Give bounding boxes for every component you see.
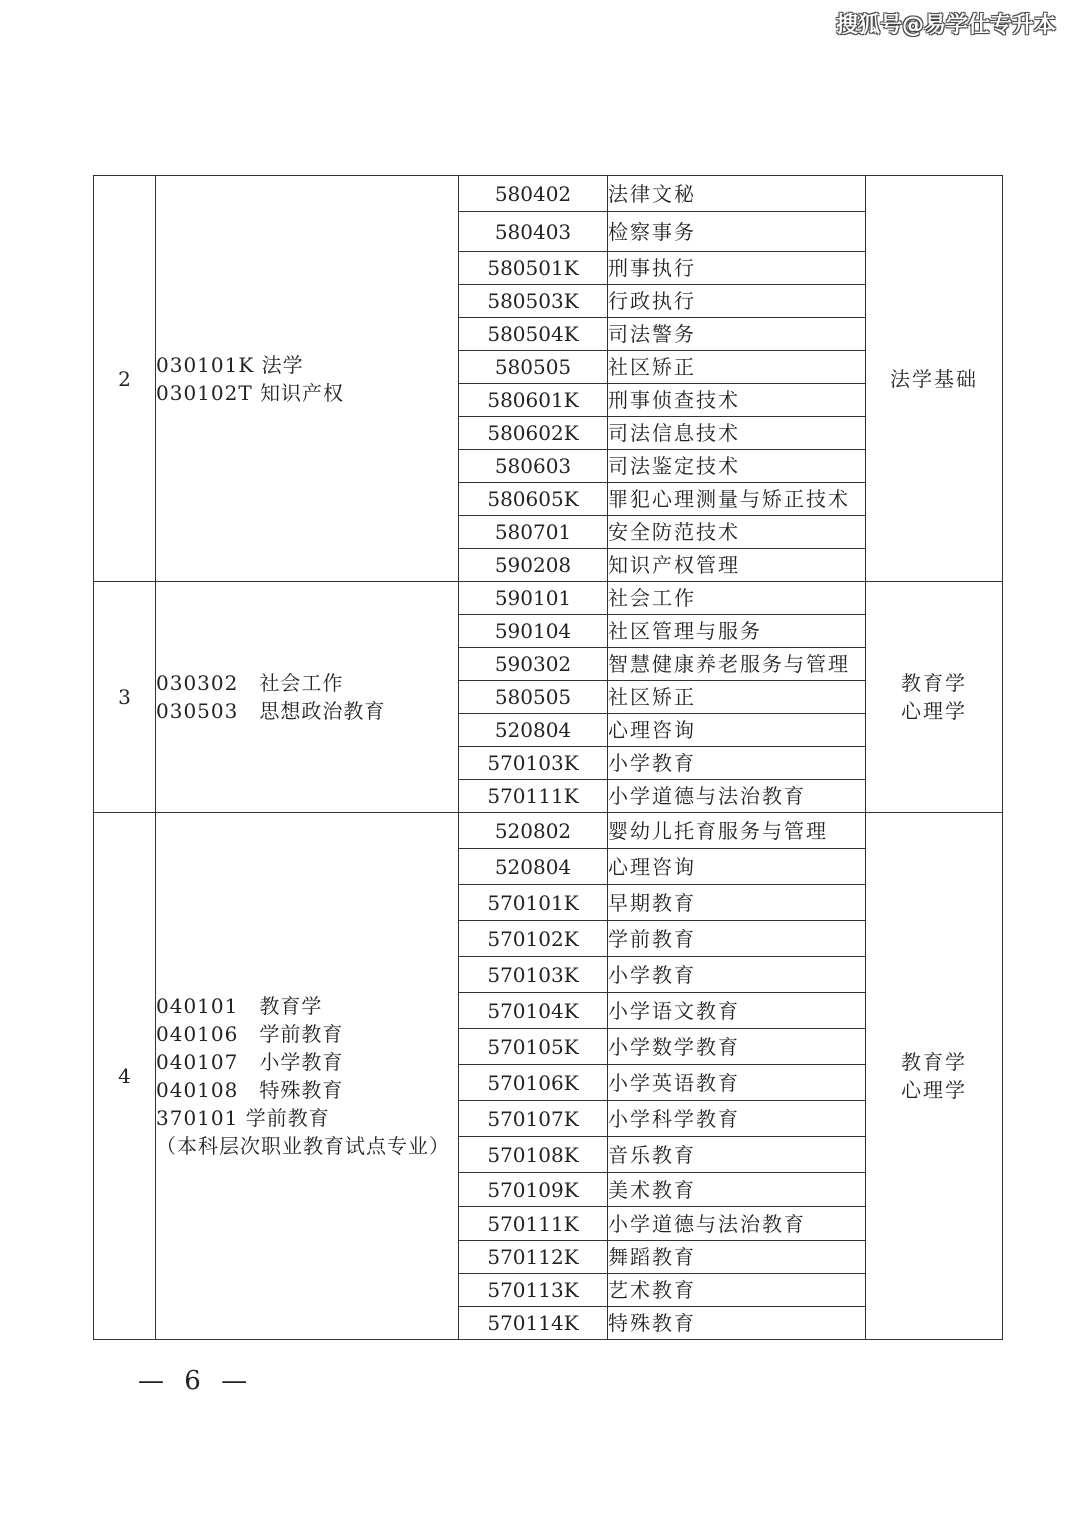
page-number: — 6 — <box>138 1366 254 1396</box>
vocational-major-code: 580503K <box>459 285 608 318</box>
vocational-major-code: 580603 <box>459 450 608 483</box>
subject-line: 心理学 <box>901 1078 967 1102</box>
table-row <box>94 813 1003 849</box>
vocational-major-name: 智慧健康养老服务与管理 <box>608 648 866 681</box>
vocational-major-code: 570112K <box>459 1241 608 1274</box>
major-line: （本科层次职业教育试点专业） <box>156 1134 450 1158</box>
vocational-major-name: 小学教育 <box>608 747 866 780</box>
vocational-major-name: 心理咨询 <box>608 714 866 747</box>
exam-subject <box>866 582 1003 813</box>
vocational-major-code: 580601K <box>459 384 608 417</box>
vocational-major-code: 580701 <box>459 516 608 549</box>
vocational-major-name: 刑事执行 <box>608 252 866 285</box>
undergraduate-majors <box>156 176 459 582</box>
vocational-major-code: 570109K <box>459 1173 608 1207</box>
vocational-major-name: 小学道德与法治教育 <box>608 780 866 813</box>
vocational-major-code: 580504K <box>459 318 608 351</box>
vocational-major-name: 法律文秘 <box>608 176 866 212</box>
subject-line: 教育学 <box>901 671 967 695</box>
major-line: 030101K 法学 <box>156 352 304 377</box>
group-number: 2 <box>94 176 156 582</box>
subject-line: 法学基础 <box>890 366 978 391</box>
major-line: 030102T 知识产权 <box>156 380 345 405</box>
vocational-major-code: 580505 <box>459 681 608 714</box>
vocational-major-code: 570103K <box>459 747 608 780</box>
vocational-major-name: 社区管理与服务 <box>608 615 866 648</box>
vocational-major-code: 570114K <box>459 1307 608 1340</box>
major-line: 370101 学前教育 <box>156 1106 330 1130</box>
vocational-major-code: 570111K <box>459 1207 608 1241</box>
vocational-major-name: 音乐教育 <box>608 1137 866 1173</box>
vocational-major-code: 590104 <box>459 615 608 648</box>
vocational-major-name: 小学科学教育 <box>608 1101 866 1137</box>
undergraduate-majors <box>156 813 459 1340</box>
vocational-major-name: 婴幼儿托育服务与管理 <box>608 813 866 849</box>
major-line: 030503 思想政治教育 <box>156 699 386 723</box>
vocational-major-name: 罪犯心理测量与矫正技术 <box>608 483 866 516</box>
vocational-major-code: 580605K <box>459 483 608 516</box>
vocational-major-name: 社会工作 <box>608 582 866 615</box>
vocational-major-code: 570101K <box>459 885 608 921</box>
vocational-major-name: 艺术教育 <box>608 1274 866 1307</box>
vocational-major-code: 580505 <box>459 351 608 384</box>
vocational-major-name: 早期教育 <box>608 885 866 921</box>
vocational-major-code: 590208 <box>459 549 608 582</box>
vocational-major-name: 知识产权管理 <box>608 549 866 582</box>
subject-line: 教育学 <box>901 1050 967 1074</box>
subject-line: 心理学 <box>901 699 967 723</box>
vocational-major-code: 520802 <box>459 813 608 849</box>
vocational-major-code: 570113K <box>459 1274 608 1307</box>
vocational-major-name: 检察事务 <box>608 212 866 252</box>
vocational-major-name: 司法信息技术 <box>608 417 866 450</box>
vocational-major-name: 舞蹈教育 <box>608 1241 866 1274</box>
table-row <box>94 176 1003 212</box>
vocational-major-name: 社区矫正 <box>608 351 866 384</box>
watermark: 搜狐号@易学仕专升本 <box>835 13 1056 38</box>
vocational-major-name: 司法警务 <box>608 318 866 351</box>
exam-subject <box>866 813 1003 1340</box>
major-mapping-table <box>93 175 1003 1340</box>
vocational-major-name: 小学英语教育 <box>608 1065 866 1101</box>
vocational-major-code: 570108K <box>459 1137 608 1173</box>
vocational-major-name: 心理咨询 <box>608 849 866 885</box>
vocational-major-name: 行政执行 <box>608 285 866 318</box>
vocational-major-name: 小学教育 <box>608 957 866 993</box>
vocational-major-code: 570104K <box>459 993 608 1029</box>
vocational-major-name: 学前教育 <box>608 921 866 957</box>
vocational-major-name: 美术教育 <box>608 1173 866 1207</box>
vocational-major-name: 刑事侦查技术 <box>608 384 866 417</box>
table-row <box>94 582 1003 615</box>
vocational-major-name: 社区矫正 <box>608 681 866 714</box>
vocational-major-code: 580403 <box>459 212 608 252</box>
vocational-major-code: 570102K <box>459 921 608 957</box>
exam-subject <box>866 176 1003 582</box>
vocational-major-code: 520804 <box>459 714 608 747</box>
vocational-major-code: 570107K <box>459 1101 608 1137</box>
group-number: 3 <box>94 582 156 813</box>
vocational-major-code: 580602K <box>459 417 608 450</box>
undergraduate-majors <box>156 582 459 813</box>
vocational-major-name: 小学数学教育 <box>608 1029 866 1065</box>
major-line: 040106 学前教育 <box>156 1022 344 1046</box>
vocational-major-code: 590302 <box>459 648 608 681</box>
major-line: 040107 小学教育 <box>156 1050 344 1074</box>
vocational-major-name: 安全防范技术 <box>608 516 866 549</box>
vocational-major-name: 小学道德与法治教育 <box>608 1207 866 1241</box>
major-line: 030302 社会工作 <box>156 671 344 695</box>
major-line: 040108 特殊教育 <box>156 1078 344 1102</box>
vocational-major-code: 520804 <box>459 849 608 885</box>
vocational-major-code: 570111K <box>459 780 608 813</box>
group-number: 4 <box>94 813 156 1340</box>
vocational-major-name: 小学语文教育 <box>608 993 866 1029</box>
vocational-major-code: 590101 <box>459 582 608 615</box>
vocational-major-name: 司法鉴定技术 <box>608 450 866 483</box>
vocational-major-name: 特殊教育 <box>608 1307 866 1340</box>
vocational-major-code: 570106K <box>459 1065 608 1101</box>
vocational-major-code: 580402 <box>459 176 608 212</box>
major-line: 040101 教育学 <box>156 994 323 1018</box>
vocational-major-code: 580501K <box>459 252 608 285</box>
vocational-major-code: 570105K <box>459 1029 608 1065</box>
vocational-major-code: 570103K <box>459 957 608 993</box>
